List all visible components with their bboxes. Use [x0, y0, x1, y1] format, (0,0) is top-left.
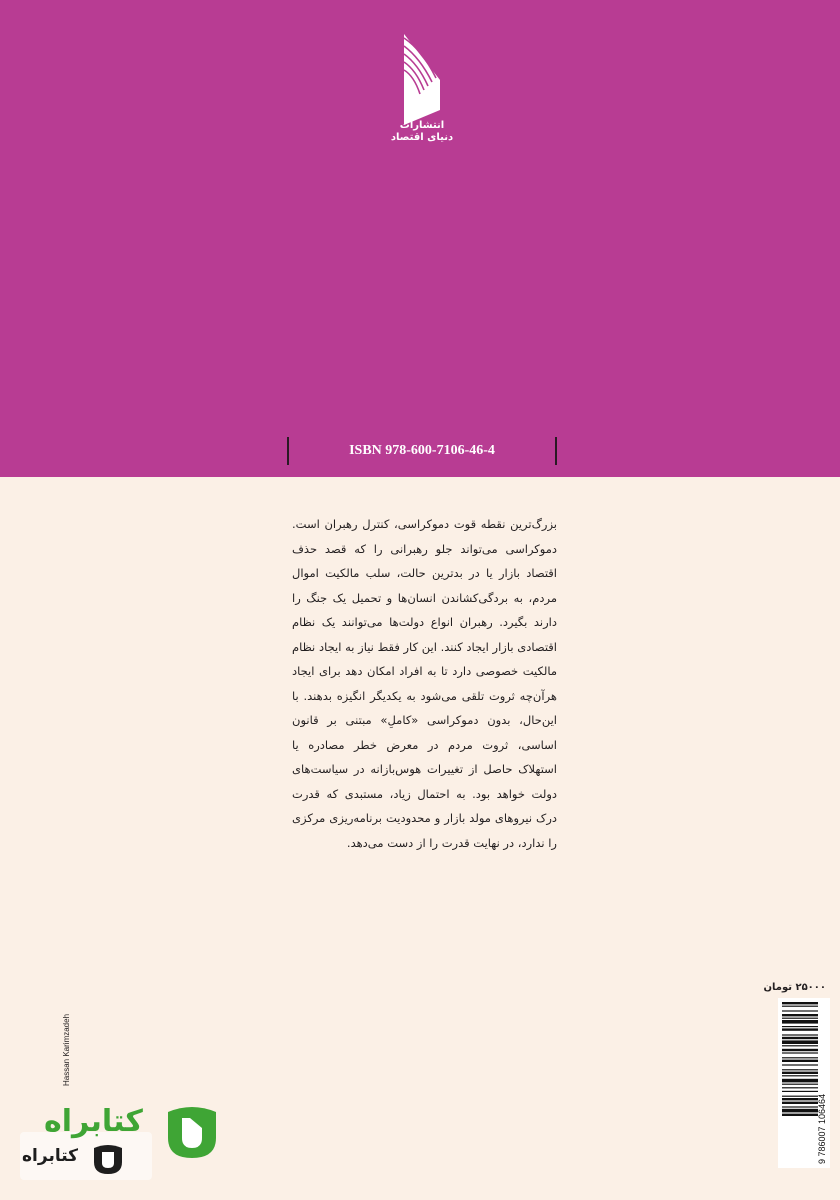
- barcode-bar: [782, 1069, 818, 1070]
- barcode: [778, 998, 830, 1168]
- barcode-bar: [782, 1028, 818, 1030]
- watermark-text-small: کتابراه: [22, 1146, 79, 1166]
- barcode-bar: [782, 1006, 818, 1007]
- barcode-bar: [782, 1064, 818, 1065]
- isbn-number: ISBN 978-600-7106-46-4: [349, 443, 495, 458]
- price-label: ۲۵۰۰۰ تومان: [763, 982, 826, 993]
- ketabrah-logo-icon: [160, 1098, 224, 1162]
- barcode-bar: [782, 1079, 818, 1083]
- publisher-name: [380, 120, 464, 144]
- watermark: [10, 1090, 240, 1190]
- publisher-name-line2: دنیای اقتصاد: [390, 132, 454, 143]
- barcode-bar: [782, 1060, 818, 1062]
- watermark-text-large: کتابراه: [44, 1104, 143, 1139]
- barcode-bar: [782, 1010, 818, 1011]
- barcode-bar: [782, 1037, 818, 1039]
- publisher-name-line1: انتشارات: [399, 120, 445, 131]
- designer-credit-text: Hassan Karimzadeh: [62, 1013, 71, 1086]
- barcode-bar: [782, 1049, 818, 1051]
- barcode-bar: [782, 1109, 818, 1113]
- barcode-bar: [782, 1084, 818, 1085]
- isbn-bar: [287, 437, 557, 465]
- barcode-bar: [782, 1057, 818, 1058]
- barcode-bar: [782, 1091, 818, 1092]
- barcode-bar: [782, 1052, 818, 1053]
- barcode-bar: [782, 1040, 818, 1044]
- barcode-bar: [782, 1102, 818, 1104]
- ketabrah-small-logo-icon: [90, 1140, 126, 1176]
- back-cover-blurb: بزرگ‌ترین نقطه قوت دموکراسی، کنترل رهبران است. دموکراسی می‌تواند جلو رهبرانی را که قصد حذف اقتصاد بازار یا در بدترین حالت، سلب مالکیت اموال مردم، به بردگی‌کشاندن انسان‌ها و تحمیل یک جنگ را دارند بگیرد. رهبران انواع دولت‌ها می‌توانند یک نظام اقتصادی بازار ایجاد کنند. این کار فقط نیاز به ایجاد نظام مالکیت خصوصی دارد تا به افراد امکان دهد برای ایجاد هرآن‌چه ثروت تلقی می‌شود به یکدیگر انگیزه بدهند. با این‌حال، بدون دموکراسی «کاملِ» مبتنی بر قانون اساسی، ثروت مردم در معرض خطر مصادره یا استهلاک حاصل از تغییرات هوس‌بازانه در سیاست‌های دولت خواهد بود. به احتمال زیاد، مستبدی که قدرت درک نیروهای مولد بازار و محدودیت برنامه‌ریزی مرکزی را ندارد، در نهایت قدرت را از دست می‌دهد.: [292, 517, 557, 850]
- barcode-bar: [782, 1106, 818, 1107]
- barcode-bar: [782, 1018, 818, 1019]
- barcode-bar: [782, 1034, 818, 1035]
- barcode-bar: [782, 1096, 818, 1097]
- barcode-bar: [782, 1002, 818, 1004]
- barcode-bar: [782, 1045, 818, 1046]
- barcode-bar: [782, 1087, 818, 1088]
- barcode-bar: [782, 1014, 818, 1016]
- barcode-bar: [782, 1020, 818, 1024]
- barcode-bar: [782, 1026, 818, 1027]
- barcode-bar: [782, 1098, 818, 1100]
- barcode-bar: [782, 1075, 818, 1076]
- barcode-bar: [782, 1114, 818, 1116]
- barcode-digits: 9 786007 106464: [817, 1093, 827, 1164]
- barcode-bar: [782, 1072, 818, 1074]
- designer-credit: [50, 1000, 71, 1100]
